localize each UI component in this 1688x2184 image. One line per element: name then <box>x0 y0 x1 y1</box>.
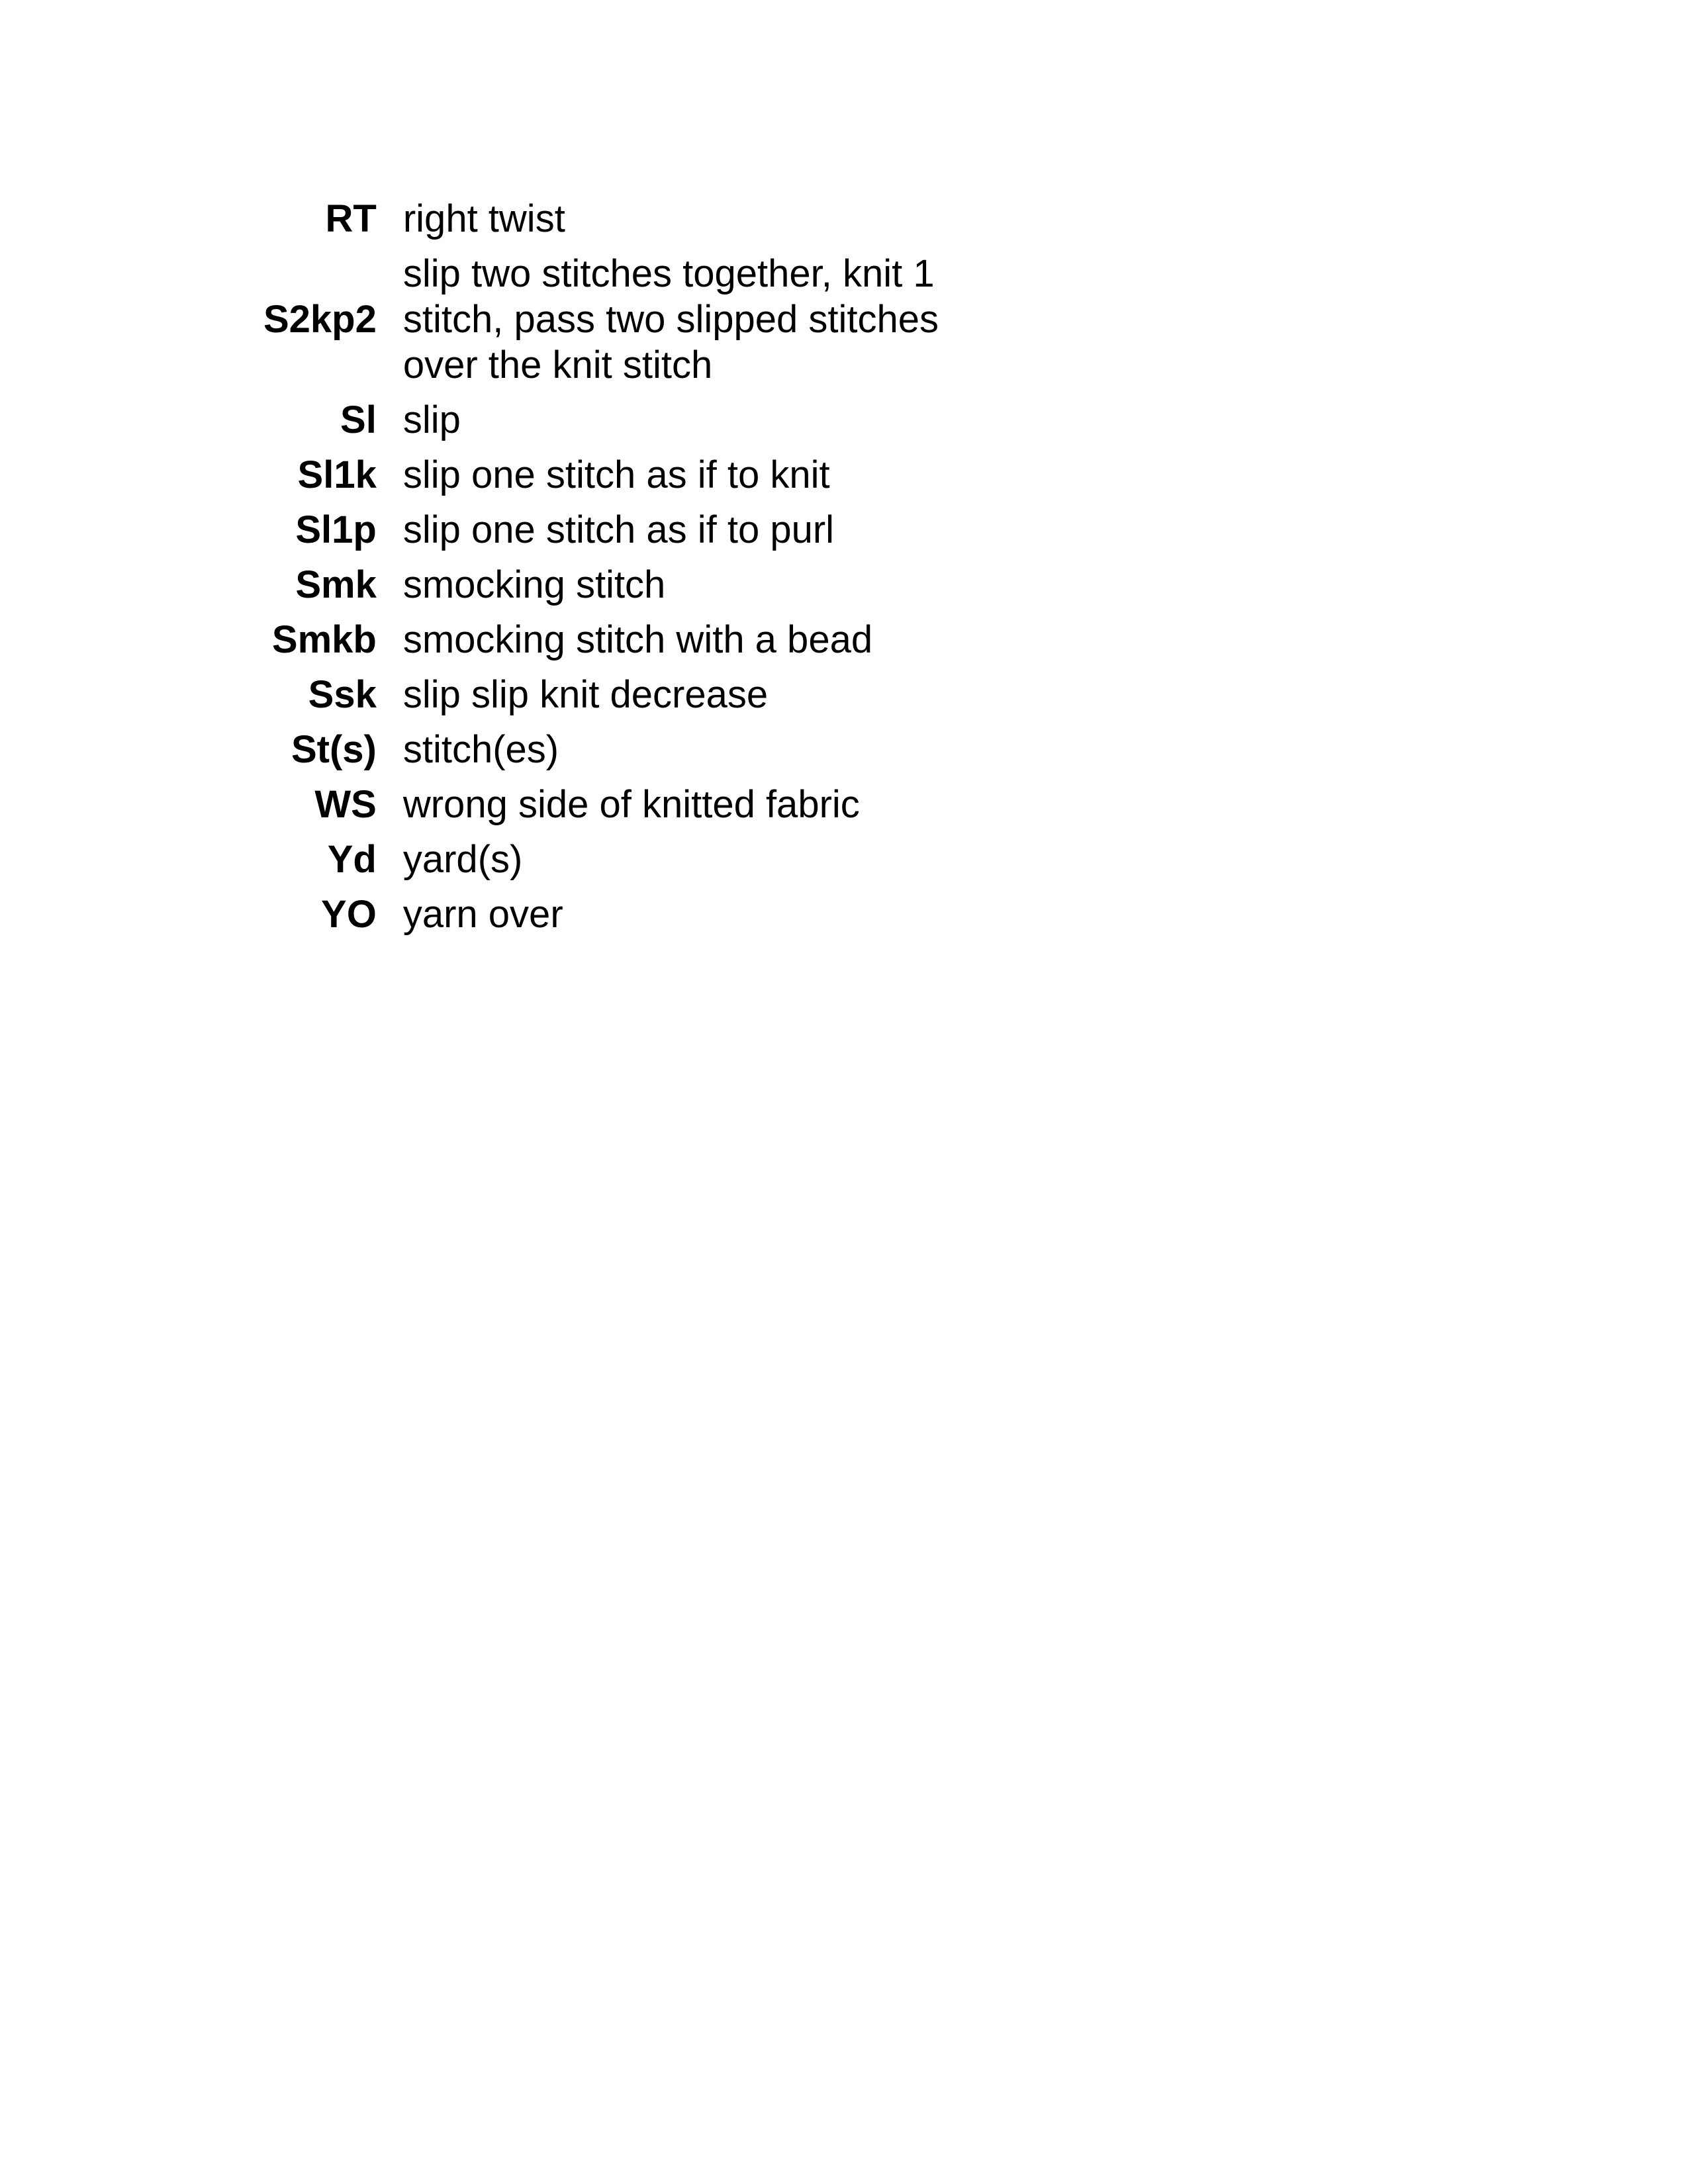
definition: stitch(es) <box>402 728 559 771</box>
definition: right twist <box>402 197 565 240</box>
abbreviation: Sl1k <box>297 453 377 496</box>
glossary-row <box>199 247 993 393</box>
definition: slip <box>402 398 461 441</box>
definition: slip one stitch as if to purl <box>402 508 835 551</box>
glossary-row <box>199 778 993 833</box>
glossary-row <box>199 503 993 558</box>
definition: yard(s) <box>402 838 523 881</box>
definition: slip one stitch as if to knit <box>402 453 830 496</box>
glossary-row <box>199 833 993 887</box>
glossary-row <box>199 448 993 503</box>
definition: yarn over <box>402 893 563 936</box>
glossary-row <box>199 887 993 942</box>
glossary-row <box>199 192 993 247</box>
glossary-row <box>199 558 993 613</box>
abbreviation: Sl1p <box>295 508 377 551</box>
abbreviation: Yd <box>327 838 377 881</box>
abbreviation: St(s) <box>291 728 377 771</box>
abbreviation: WS <box>314 783 377 826</box>
glossary-row <box>199 393 993 448</box>
definition: smocking stitch <box>402 563 666 606</box>
definition: wrong side of knitted fabric <box>402 783 860 826</box>
glossary-row <box>199 723 993 778</box>
glossary-row <box>199 613 993 668</box>
abbreviation: RT <box>325 197 377 240</box>
abbreviation: Sl <box>340 398 377 441</box>
abbreviation: Smk <box>295 563 377 606</box>
definition: slip slip knit decrease <box>402 673 769 716</box>
abbreviation: Smkb <box>271 618 377 661</box>
definition: slip two stitches together, knit 1 stitch, pass two slipped stitches over the knit stitch <box>402 252 939 387</box>
abbreviation: Ssk <box>308 673 377 716</box>
abbreviation: YO <box>321 893 377 936</box>
abbreviation: S2kp2 <box>263 298 377 341</box>
definition: smocking stitch with a bead <box>402 618 873 661</box>
glossary-row <box>199 668 993 723</box>
abbreviation-glossary <box>199 192 993 942</box>
